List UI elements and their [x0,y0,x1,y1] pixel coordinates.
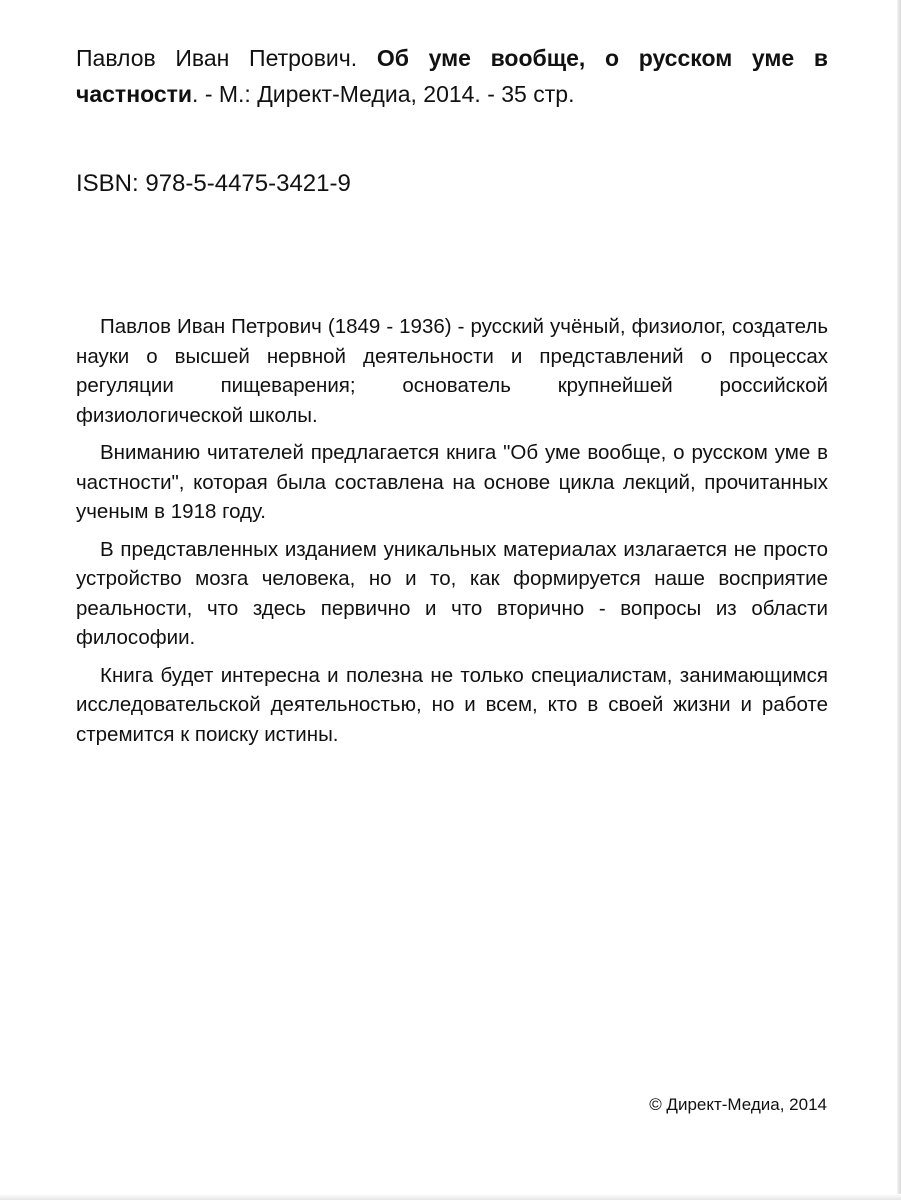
citation-title: Об уме вообще, о русском уме в частности [76,45,829,107]
annotation-paragraph: В представленных изданием уникальных материалах излагается не просто устройство мозга человека, но и то, как формируется наше восприятие реальности, что здесь первично и что вторично - вопросы из области философии. [76,537,828,649]
page-bottom-shadow [0,1194,901,1200]
bibliographic-citation [76,40,828,112]
citation-publication: . - М.: Директ-Медиа, 2014. - 35 стр. [192,81,575,107]
citation-author: Павлов Иван Петрович. [76,45,358,71]
annotation-paragraph: Вниманию читателей предлагается книга "Об уме вообще, о русском уме в частности", которая была составлена на основе цикла лекций, прочитанных ученым в 1918 году. [76,441,828,523]
isbn-number: ISBN: 978-5-4475-3421-9 [76,170,351,197]
page-edge-shadow [897,0,901,1200]
annotation [76,312,828,757]
copyright-notice: © Директ-Медиа, 2014 [649,1095,827,1114]
annotation-paragraph: Павлов Иван Петрович (1849 - 1936) - русский учёный, физиолог, создатель науки о высшей нервной деятельности и представлений о процессах регуляции пищеварения; основатель крупнейшей российской физиологической школы. [76,315,828,427]
annotation-paragraph: Книга будет интересна и полезна не только специалистам, занимающимся исследовательской деятельностью, но и всем, кто в своей жизни и работе стремится к поиску истины. [76,663,828,746]
